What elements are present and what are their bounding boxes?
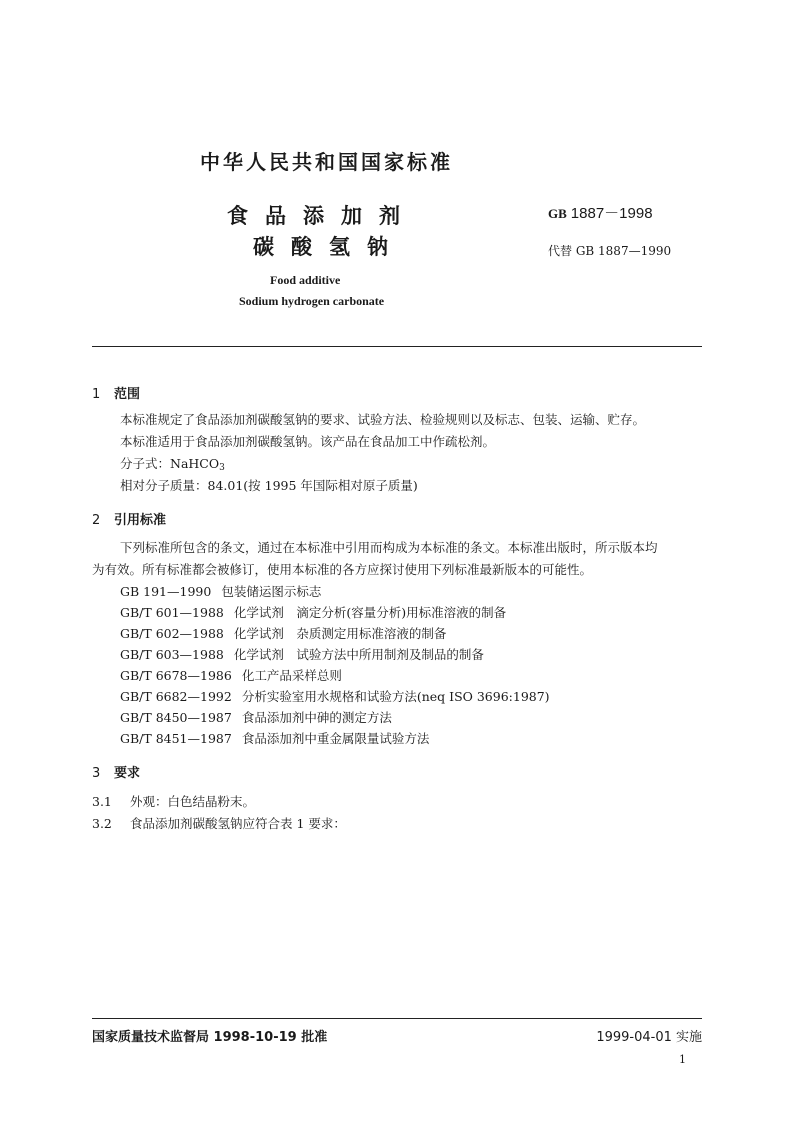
requirement-text: 外观：白色结晶粉末。 [130, 794, 256, 809]
reference-item [120, 603, 506, 621]
english-title-line2: Sodium hydrogen carbonate [239, 294, 385, 308]
reference-item [120, 708, 392, 726]
scope-paragraph-1: 本标准规定了食品添加剂碳酸氢钠的要求、试验方法、检验规则以及标志、包装、运输、贮存。 [120, 412, 646, 427]
formula-label: 分子式：NaHCO [120, 456, 220, 471]
standard-code-number: 1887－1998 [570, 205, 653, 222]
reference-item [120, 687, 550, 705]
approval-statement: 国家质量技术监督局 1998-10-19 批准 [92, 1030, 328, 1045]
reference-code: GB/T 601—1988 [120, 605, 224, 620]
reference-title: 化学试剂 滴定分析(容量分析)用标准溶液的制备 [233, 605, 507, 620]
reference-item [120, 666, 342, 684]
reference-code: GB 191—1990 [120, 584, 212, 599]
footer-divider [92, 1018, 702, 1019]
section-number: 3 [92, 766, 101, 781]
reference-code: GB/T 602—1988 [120, 626, 224, 641]
header-divider [92, 346, 702, 347]
national-standard-heading: 中华人民共和国国家标准 [200, 150, 453, 174]
requirement-text: 食品添加剂碳酸氢钠应符合表 1 要求： [130, 816, 346, 831]
scope-paragraph-2: 本标准适用于食品添加剂碳酸氢钠。该产品在食品加工中作疏松剂。 [120, 434, 496, 449]
document-title-line1: 食品添加剂 [227, 204, 417, 228]
english-title-line1: Food additive [270, 273, 341, 287]
replaces-standard: 代替 GB 1887—1990 [548, 244, 672, 258]
reference-title: 食品添加剂中重金属限量试验方法 [241, 731, 430, 746]
reference-title: 化学试剂 杂质测定用标准溶液的制备 [233, 626, 447, 641]
page-number: 1 [679, 1053, 686, 1066]
reference-code: GB/T 6678—1986 [120, 668, 232, 683]
reference-title: 食品添加剂中砷的测定方法 [241, 710, 392, 725]
document-title-line2: 碳酸氢钠 [253, 235, 405, 259]
reference-code: GB/T 8450—1987 [120, 710, 232, 725]
standard-code-prefix: GB [548, 206, 567, 221]
reference-code: GB/T 8451—1987 [120, 731, 232, 746]
section-number: 2 [92, 513, 101, 528]
requirement-3-2 [92, 814, 346, 832]
reference-item [120, 624, 446, 642]
section-number: 1 [92, 387, 101, 402]
molar-mass: 相对分子质量：84.01(按 1995 年国际相对原子质量) [120, 478, 418, 493]
references-intro-line1: 下列标准所包含的条文，通过在本标准中引用而构成为本标准的条文。本标准出版时，所示版本均 [120, 540, 658, 555]
reference-title: 化工产品采样总则 [241, 668, 342, 683]
section-1-heading [92, 383, 140, 402]
section-title: 要求 [114, 766, 141, 781]
section-title: 范围 [114, 387, 141, 402]
reference-title: 化学试剂 试验方法中所用制剂及制品的制备 [233, 647, 484, 662]
references-intro-line2: 为有效。所有标准都会被修订，使用本标准的各方应探讨使用下列标准最新版本的可能性。 [92, 562, 593, 577]
reference-item [120, 645, 484, 663]
section-title: 引用标准 [114, 513, 167, 528]
reference-code: GB/T 603—1988 [120, 647, 224, 662]
molecular-formula [120, 454, 225, 473]
requirement-3-1 [92, 792, 255, 810]
formula-subscript: 3 [219, 463, 225, 473]
reference-title: 分析实验室用水规格和试验方法(neq ISO 3696:1987) [241, 689, 550, 704]
reference-item [120, 729, 429, 747]
reference-item [120, 582, 321, 600]
section-2-heading [92, 509, 166, 528]
reference-code: GB/T 6682—1992 [120, 689, 232, 704]
standard-code [548, 202, 653, 223]
requirement-number: 3.2 [92, 816, 112, 831]
implementation-date: 1999-04-01 实施 [596, 1030, 702, 1045]
reference-title: 包装储运图示标志 [221, 584, 322, 599]
section-3-heading [92, 762, 140, 781]
requirement-number: 3.1 [92, 794, 112, 809]
